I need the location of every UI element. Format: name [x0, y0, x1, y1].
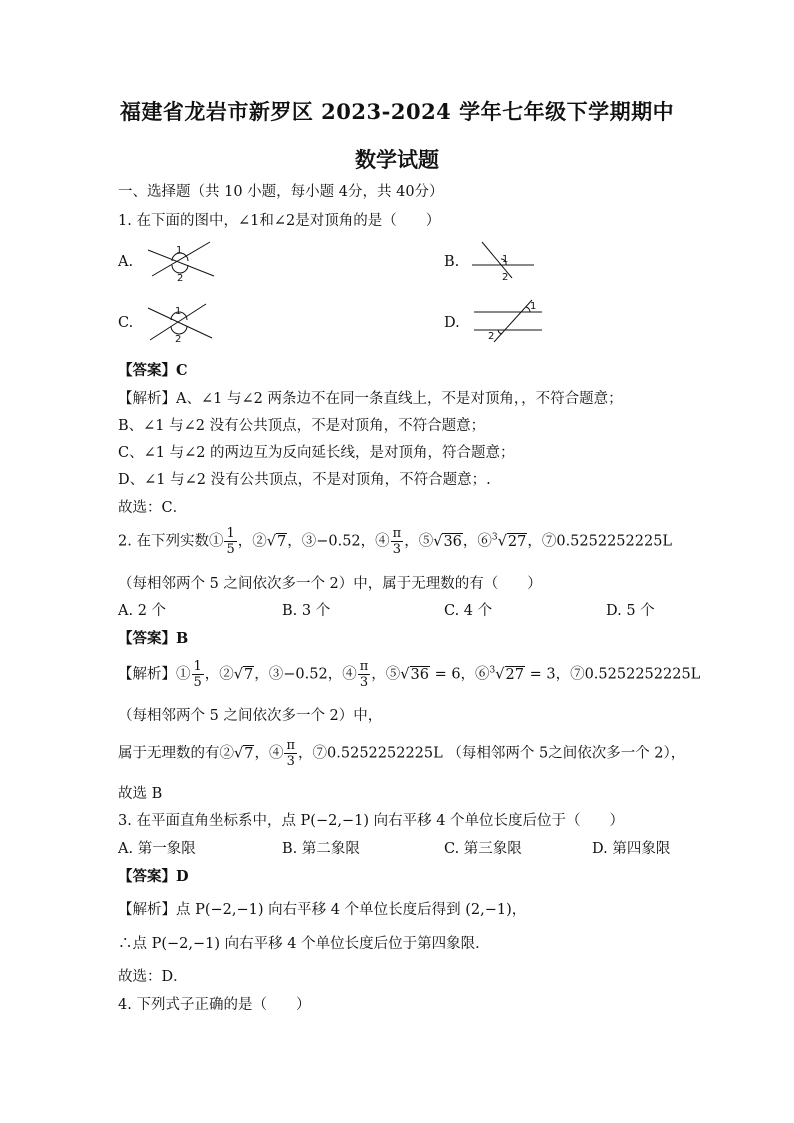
fraction-one-fifth: $\frac{1}{5}$ — [226, 526, 235, 557]
q1-option-c-label: C. — [118, 315, 134, 331]
q3-option-c: C. 第三象限 — [444, 841, 522, 857]
q1-analysis-line: C、∠1 与∠2 的两边互为反向延长线，是对顶角，符合题意； — [118, 445, 515, 461]
page-title: 福建省龙岩市新罗区 2023-2024 学年七年级下学期期中 — [119, 99, 675, 124]
angle-1-label: 1 — [176, 245, 183, 256]
q3-option-a: A. 第一象限 — [118, 841, 196, 857]
q2-conclusion: 故选 B — [118, 786, 163, 802]
question-3-stem: 3. 在平面直角坐标系中，点 P(−2,−1) 向右平移 4 个单位长度后位于（ ） — [118, 813, 625, 829]
q2-option-c: C. 4 个 — [444, 603, 493, 619]
q1-option-d-label: D. — [444, 315, 460, 331]
q1-answer: 【答案】C — [118, 362, 188, 379]
q3-analysis: 【解析】点 P(−2,−1) 向右平移 4 个单位长度后得到 (2,−1)， — [118, 902, 527, 918]
q1-figure-b — [468, 240, 538, 282]
q1-conclusion: 故选：C． — [118, 500, 188, 516]
q1-option-a-label: A. — [118, 254, 134, 270]
q3-option-b: B. 第二象限 — [282, 841, 360, 857]
angle-2-label: 2 — [177, 273, 184, 282]
question-4-stem: 4. 下列式子正确的是（ ） — [118, 997, 311, 1013]
q3-therefore: ∴点 P(−2,−1) 向右平移 4 个单位长度后位于第四象限． — [118, 936, 490, 952]
q2-option-a: A. 2 个 — [118, 603, 167, 619]
q2-analysis-line2: （每相邻两个 5 之间依次多一个 2）中， — [118, 708, 383, 724]
q1-analysis-line: D、∠1 与∠2 没有公共顶点，不是对顶角，不符合题意；. — [118, 472, 491, 488]
q2-irrational-list: 属于无理数的有②√7，④ $\frac{\pi}{3}$ ，⑦0.5252252225L （每相邻两个 5之间依次多一个 2）， — [118, 738, 686, 769]
q1-option-b-label: B. — [444, 254, 460, 270]
q3-answer: 【答案】D — [118, 868, 189, 885]
q3-option-d: D. 第四象限 — [592, 841, 671, 857]
angle-2-label: 2 — [175, 334, 182, 344]
q2-answer: 【答案】B — [118, 630, 189, 647]
q2-analysis-line: 【解析】① $\frac{1}{5}$ ，②√7，③−0.52，④ $\frac{\pi}{3}$ ，⑤√36 = 6，⑥$^3$√27 = 3，⑦0.5252252225L — [118, 659, 701, 690]
q1-figure-a — [146, 240, 216, 282]
fraction-pi-third: $\frac{\pi}{3}$ — [392, 526, 402, 557]
q2-option-b: B. 3 个 — [282, 603, 331, 619]
q1-figure-c — [144, 302, 216, 344]
sqrt-symbol: √ — [266, 533, 276, 550]
section-heading: 一、选择题（共 10 小题，每小题 4分，共 40分） — [118, 184, 444, 200]
angle-1-label: 1 — [175, 306, 182, 317]
q2-option-d: D. 5 个 — [606, 603, 655, 619]
q1-figure-d — [472, 298, 544, 344]
angle-2-label: 2 — [488, 331, 495, 342]
question-1-stem: 1. 在下面的图中，∠1和∠2是对顶角的是（ ） — [118, 213, 441, 229]
question-2-stem: 2. 在下列实数① $\frac{1}{5}$ ，②√7，③−0.52，④ $\frac{\pi}{3}$ ，⑤√36，⑥$^3$√27，⑦0.5252252225L — [118, 526, 673, 557]
angle-2-label: 2 — [502, 272, 509, 282]
q1-analysis-line: B、∠1 与∠2 没有公共顶点，不是对顶角，不符合题意； — [118, 418, 486, 434]
angle-1-label: 1 — [502, 254, 509, 265]
angle-1-label: 1 — [530, 301, 537, 312]
q1-analysis-line: 【解析】A、∠1 与∠2 两条边不在同一条直线上，不是对顶角，，不符合题意； — [118, 391, 623, 407]
page-subtitle: 数学试题 — [355, 147, 439, 172]
q3-conclusion: 故选：D． — [118, 969, 188, 985]
question-2-stem-line2: （每相邻两个 5 之间依次多一个 2）中，属于无理数的有（ ） — [118, 576, 542, 592]
